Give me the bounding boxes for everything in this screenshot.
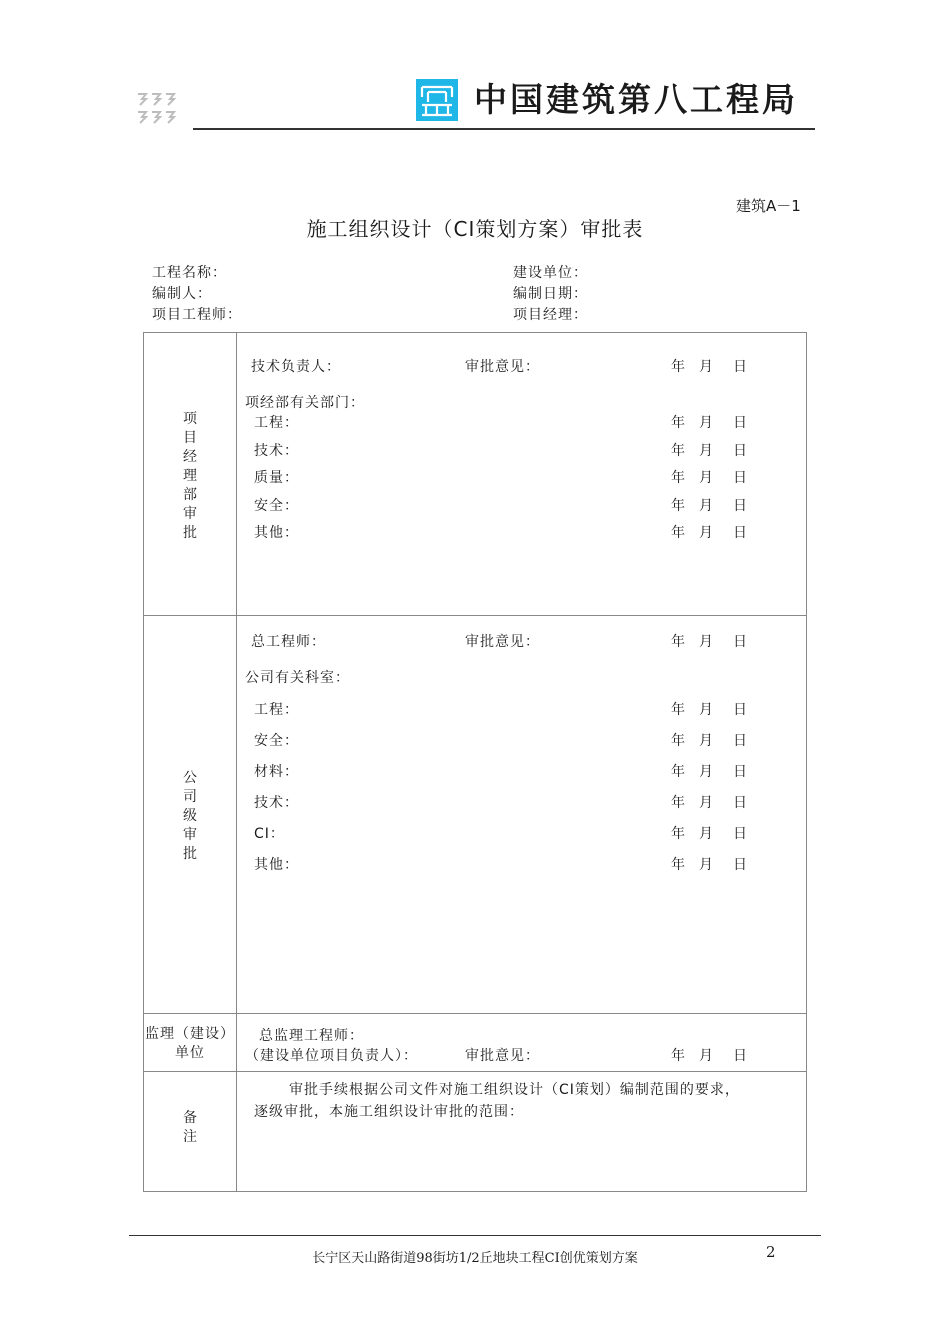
remarks-line-2: 逐级审批，本施工组织设计审批的范围：: [254, 1104, 524, 1120]
approval-row-label: 技术：: [254, 442, 299, 459]
chief-engineer-label: 总工程师：: [251, 634, 326, 650]
date-placeholder: 年 月 日: [671, 525, 748, 541]
approval-row-label: 其他：: [254, 857, 299, 873]
footer-divider: [129, 1235, 821, 1236]
date-placeholder: 年 月 日: [671, 764, 748, 780]
engineer-label: 项目工程师：: [152, 307, 242, 323]
footer-text: 长宁区天山路街道98街坊1/2丘地块工程CI创优策划方案: [312, 1251, 638, 1266]
office-subhead: 公司有关科室：: [245, 670, 350, 686]
approval-row-label: 材料：: [254, 764, 299, 780]
approval-row-label: 技术：: [254, 795, 299, 811]
dept-subhead: 项经部有关部门：: [245, 395, 365, 411]
table-column-divider: [236, 333, 237, 1191]
date-placeholder: 年 月 日: [671, 359, 748, 375]
tech-lead-label: 技术负责人：: [251, 359, 341, 375]
date-placeholder: 年 月 日: [671, 415, 748, 431]
date-placeholder: 年 月 日: [671, 826, 748, 842]
chief-supervisor-label: 总监理工程师：: [259, 1028, 364, 1044]
date-placeholder: 年 月 日: [671, 634, 748, 650]
approval-row-label: 工程：: [254, 415, 299, 431]
approval-row-label: 工程：: [254, 702, 299, 718]
manager-label: 项目经理：: [513, 307, 588, 323]
approval-row-label: 其他：: [254, 525, 299, 541]
approval-row-label: 质量：: [254, 470, 299, 486]
opinion-label: 审批意见：: [465, 1048, 540, 1064]
cscec-logo-icon: [416, 79, 458, 121]
section-label-remarks: 备 注: [183, 1110, 197, 1145]
date-label: 编制日期：: [513, 286, 588, 302]
date-placeholder: 年 月 日: [671, 733, 748, 749]
section-label-company: 公 司 级 审 批: [183, 770, 197, 862]
opinion-label: 审批意见：: [465, 359, 540, 375]
approval-row-label: CI：: [254, 826, 285, 842]
header-divider: [193, 128, 815, 130]
approval-row-label: 安全：: [254, 497, 299, 514]
form-title: 施工组织设计（CI策划方案）审批表: [306, 217, 644, 241]
table-row-divider: [144, 1013, 806, 1014]
date-placeholder: 年 月 日: [671, 470, 748, 486]
approval-row-label: 安全：: [254, 733, 299, 749]
section-label-project-dept: 项 目 经 理 部 审 批: [183, 411, 197, 541]
section-label-supervision: 监理（建设） 单位: [145, 1026, 235, 1061]
client-label: 建设单位：: [513, 265, 588, 281]
date-placeholder: 年 月 日: [671, 497, 748, 514]
side-logo-icon: [136, 88, 178, 130]
author-label: 编制人：: [152, 286, 212, 302]
approval-table: [143, 332, 807, 1192]
table-row-divider: [144, 1071, 806, 1072]
opinion-label: 审批意见：: [465, 634, 540, 650]
client-lead-label: （建设单位项目负责人）：: [245, 1048, 418, 1064]
table-row-divider: [144, 615, 806, 616]
remarks-line-1: 审批手续根据公司文件对施工组织设计（CI策划）编制范围的要求，: [289, 1082, 740, 1098]
date-placeholder: 年 月 日: [671, 1048, 748, 1064]
project-name-label: 工程名称：: [152, 265, 227, 281]
date-placeholder: 年 月 日: [671, 857, 748, 873]
date-placeholder: 年 月 日: [671, 702, 748, 718]
page-number: 2: [766, 1243, 776, 1261]
form-code: 建筑A－1: [736, 197, 801, 215]
date-placeholder: 年 月 日: [671, 442, 748, 459]
date-placeholder: 年 月 日: [671, 795, 748, 811]
company-name: 中国建筑第八工程局: [474, 80, 798, 119]
